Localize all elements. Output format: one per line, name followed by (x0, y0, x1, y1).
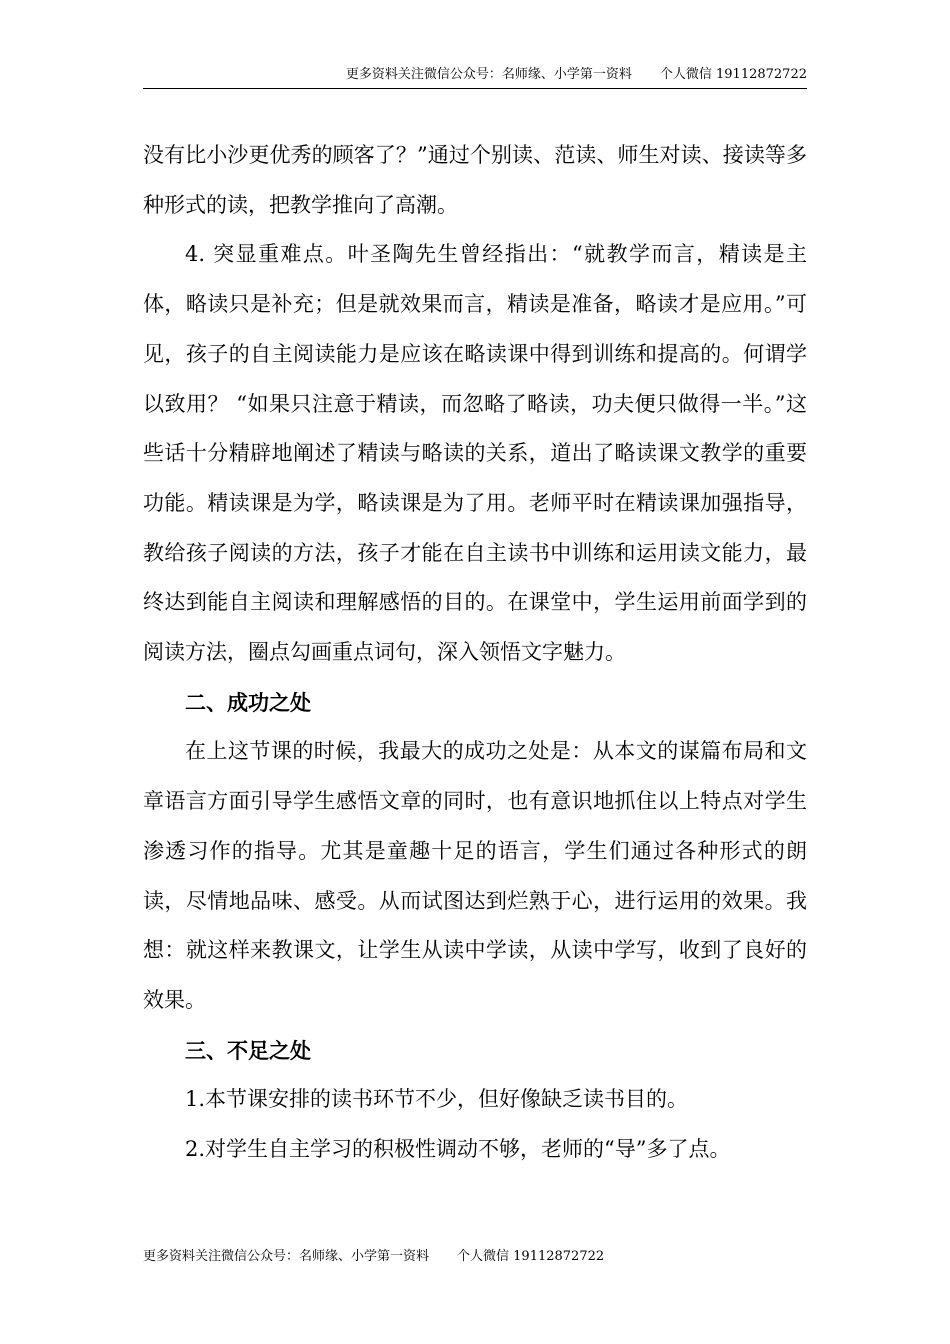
footer-contact-text: 个人微信 19112872722 (457, 1249, 605, 1264)
section-heading-success: 二、成功之处 (185, 689, 311, 715)
paragraph-continuation: 没有比小沙更优秀的顾客了？”通过个别读、范读、师生对读、接读等多种形式的读，把教学推向了高潮。 (143, 143, 807, 217)
document-body (143, 131, 807, 1175)
page-header (143, 66, 807, 89)
header-contact-text: 个人微信 19112872722 (659, 67, 807, 82)
header-source-text: 更多资料关注微信公众号：名师缘、小学第一资料 (345, 67, 632, 82)
page-footer (143, 1248, 604, 1266)
list-item-shortcoming-2: 2.对学生自主学习的积极性调动不够，老师的“导”多了点。 (185, 1137, 731, 1162)
paragraph-key-points: 4. 突显重难点。叶圣陶先生曾经指出：“就教学而言，精读是主体，略读只是补充；但是就效果而言，精读是准备，略读才是应用。”可见，孩子的自主阅读能力是应该在略读课中得到训练和提高的。何谓学以致用？ “如果只注意于精读，而忽略了略读，功夫便只做得一半。”这些话十分精辟地阐述了精读与略读的关系，道出了略读课文教学的重要功能。精读课是为学，略读课是为了用。老师平时在精读课加强指导，教给孩子阅读的方法，孩子才能在自主读书中训练和运用读文能力，最终达到能自主阅读和理解感悟的目的。在课堂中，学生运用前面学到的阅读方法，圈点勾画重点词句，深入领悟文字魅力。 (143, 242, 807, 665)
paragraph-success: 在上这节课的时候，我最大的成功之处是：从本文的谋篇布局和文章语言方面引导学生感悟文章的同时，也有意识地抓住以上特点对学生渗透习作的指导。尤其是童趣十足的语言，学生们通过各种形式的朗读，尽情地品味、感受。从而试图达到烂熟于心，进行运用的效果。我想：就这样来教课文，让学生从读中学读，从读中学写，收到了良好的效果。 (143, 739, 807, 1012)
section-heading-shortcomings: 三、不足之处 (185, 1037, 311, 1063)
footer-source-text: 更多资料关注微信公众号：名师缘、小学第一资料 (143, 1249, 430, 1264)
list-item-shortcoming-1: 1.本节课安排的读书环节不少，但好像缺乏读书目的。 (185, 1087, 689, 1112)
